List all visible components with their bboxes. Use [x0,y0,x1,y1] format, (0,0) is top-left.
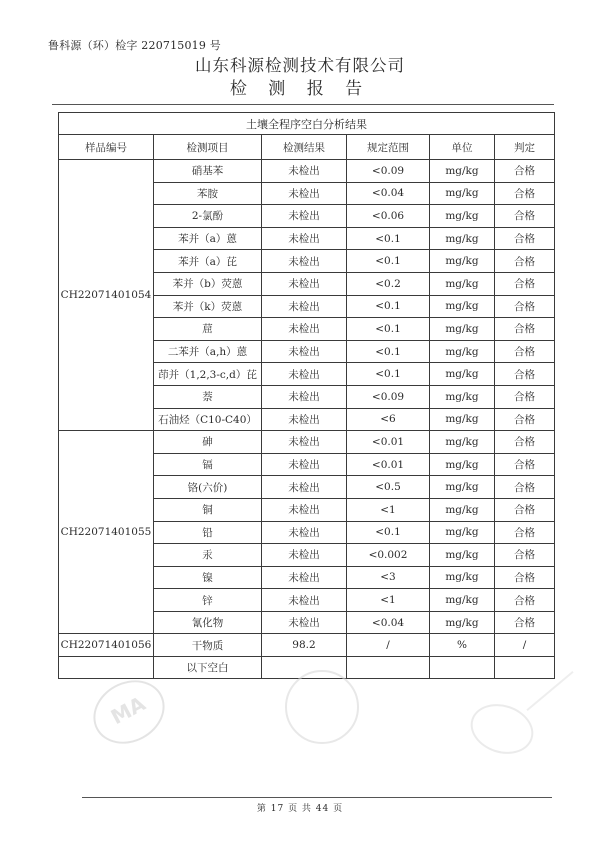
column-header: 检测结果 [262,135,347,160]
verdict: 合格 [495,205,555,228]
limit-value: <0.1 [347,318,430,341]
empty-cell [430,657,495,679]
test-result: 未检出 [262,431,347,454]
limit-value: <0.2 [347,272,430,295]
verdict: 合格 [495,385,555,408]
table-row [59,634,555,657]
verdict: 合格 [495,408,555,431]
test-result: 未检出 [262,498,347,521]
verdict: 合格 [495,295,555,318]
column-header: 判定 [495,135,555,160]
table-title: 土壤全程序空白分析结果 [59,113,555,135]
seal-watermark [464,696,540,761]
empty-cell [347,657,430,679]
company-name: 山东科源检测技术有限公司 [195,56,405,75]
test-item: 氰化物 [154,611,262,634]
verdict: 合格 [495,272,555,295]
limit-value: <0.01 [347,453,430,476]
test-result: 未检出 [262,295,347,318]
table-title-row [59,113,555,135]
test-item: 镉 [154,453,262,476]
limit-value: <0.1 [347,227,430,250]
verdict: 合格 [495,227,555,250]
verdict: 合格 [495,589,555,612]
sample-id: CH22071401056 [59,634,154,657]
footer-divider [82,797,552,798]
limit-value: <0.1 [347,521,430,544]
end-note: 以下空白 [154,657,262,679]
limit-value: <0.1 [347,340,430,363]
test-result: 未检出 [262,250,347,273]
limit-value: <1 [347,498,430,521]
test-result: 未检出 [262,566,347,589]
cma-stamp-text: MA [106,691,150,730]
unit: mg/kg [430,160,495,183]
verdict: 合格 [495,363,555,386]
test-item: 锌 [154,589,262,612]
test-item: 2-氯酚 [154,205,262,228]
test-result: 未检出 [262,611,347,634]
empty-cell [262,657,347,679]
test-item: 汞 [154,544,262,567]
test-result: 未检出 [262,182,347,205]
test-item: 硝基苯 [154,160,262,183]
results-table [58,112,555,679]
limit-value: <1 [347,589,430,612]
test-item: 铜 [154,498,262,521]
test-item: 苯并（a）芘 [154,250,262,273]
unit: mg/kg [430,476,495,499]
test-item: 苯并（b）荧蒽 [154,272,262,295]
limit-value: <0.06 [347,205,430,228]
unit: mg/kg [430,544,495,567]
test-item: 干物质 [154,634,262,657]
end-note-row [59,657,555,679]
unit: mg/kg [430,498,495,521]
unit: mg/kg [430,431,495,454]
unit: mg/kg [430,227,495,250]
sample-id: CH22071401054 [59,160,154,431]
test-item: 石油烃（C10-C40） [154,408,262,431]
report-number: 鲁科源（环）检字 220715019 号 [48,39,221,52]
limit-value: <0.09 [347,160,430,183]
sample-id: CH22071401055 [59,431,154,634]
test-item: 镍 [154,566,262,589]
test-item: 䓛 [154,318,262,341]
test-item: 铅 [154,521,262,544]
test-result: 未检出 [262,363,347,386]
unit: mg/kg [430,408,495,431]
test-result: 未检出 [262,476,347,499]
verdict: 合格 [495,182,555,205]
test-item: 萘 [154,385,262,408]
verdict: / [495,634,555,657]
column-header: 检测项目 [154,135,262,160]
table-header-row [59,135,555,160]
verdict: 合格 [495,250,555,273]
test-result: 未检出 [262,318,347,341]
unit: mg/kg [430,250,495,273]
test-result: 未检出 [262,227,347,250]
limit-value: <0.04 [347,182,430,205]
unit: mg/kg [430,611,495,634]
test-item: 苯胺 [154,182,262,205]
unit: mg/kg [430,521,495,544]
test-item: 茚并（1,2,3-c,d）芘 [154,363,262,386]
verdict: 合格 [495,476,555,499]
column-header: 样品编号 [59,135,154,160]
unit: % [430,634,495,657]
verdict: 合格 [495,453,555,476]
unit: mg/kg [430,182,495,205]
empty-cell [495,657,555,679]
test-result: 未检出 [262,205,347,228]
test-result: 未检出 [262,453,347,476]
unit: mg/kg [430,318,495,341]
company-seal-watermark [285,670,359,744]
test-item: 苯并（a）蒽 [154,227,262,250]
verdict: 合格 [495,544,555,567]
unit: mg/kg [430,295,495,318]
unit: mg/kg [430,205,495,228]
limit-value: / [347,634,430,657]
cma-stamp-watermark [82,668,176,756]
verdict: 合格 [495,498,555,521]
test-result: 98.2 [262,634,347,657]
empty-cell [59,657,154,679]
limit-value: <0.1 [347,295,430,318]
unit: mg/kg [430,566,495,589]
test-result: 未检出 [262,340,347,363]
test-result: 未检出 [262,521,347,544]
unit: mg/kg [430,363,495,386]
verdict: 合格 [495,160,555,183]
verdict: 合格 [495,566,555,589]
limit-value: <0.1 [347,363,430,386]
unit: mg/kg [430,453,495,476]
test-result: 未检出 [262,589,347,612]
unit: mg/kg [430,272,495,295]
table-row [59,431,555,454]
limit-value: <0.09 [347,385,430,408]
test-item: 二苯并（a,h）蒽 [154,340,262,363]
column-header: 规定范围 [347,135,430,160]
document-title: 检 测 报 告 [229,79,371,99]
test-result: 未检出 [262,408,347,431]
page-number: 第 17 页 共 44 页 [256,804,344,814]
test-item: 苯并（k）荧蒽 [154,295,262,318]
limit-value: <0.1 [347,250,430,273]
limit-value: <6 [347,408,430,431]
test-result: 未检出 [262,272,347,295]
limit-value: <0.01 [347,431,430,454]
verdict: 合格 [495,521,555,544]
unit: mg/kg [430,589,495,612]
verdict: 合格 [495,611,555,634]
test-result: 未检出 [262,544,347,567]
limit-value: <0.04 [347,611,430,634]
limit-value: <3 [347,566,430,589]
header-divider [52,104,554,105]
test-item: 铬(六价) [154,476,262,499]
test-result: 未检出 [262,385,347,408]
test-result: 未检出 [262,160,347,183]
verdict: 合格 [495,431,555,454]
column-header: 单位 [430,135,495,160]
verdict: 合格 [495,318,555,341]
table-row [59,160,555,183]
verdict: 合格 [495,340,555,363]
test-item: 砷 [154,431,262,454]
limit-value: <0.5 [347,476,430,499]
unit: mg/kg [430,340,495,363]
unit: mg/kg [430,385,495,408]
limit-value: <0.002 [347,544,430,567]
